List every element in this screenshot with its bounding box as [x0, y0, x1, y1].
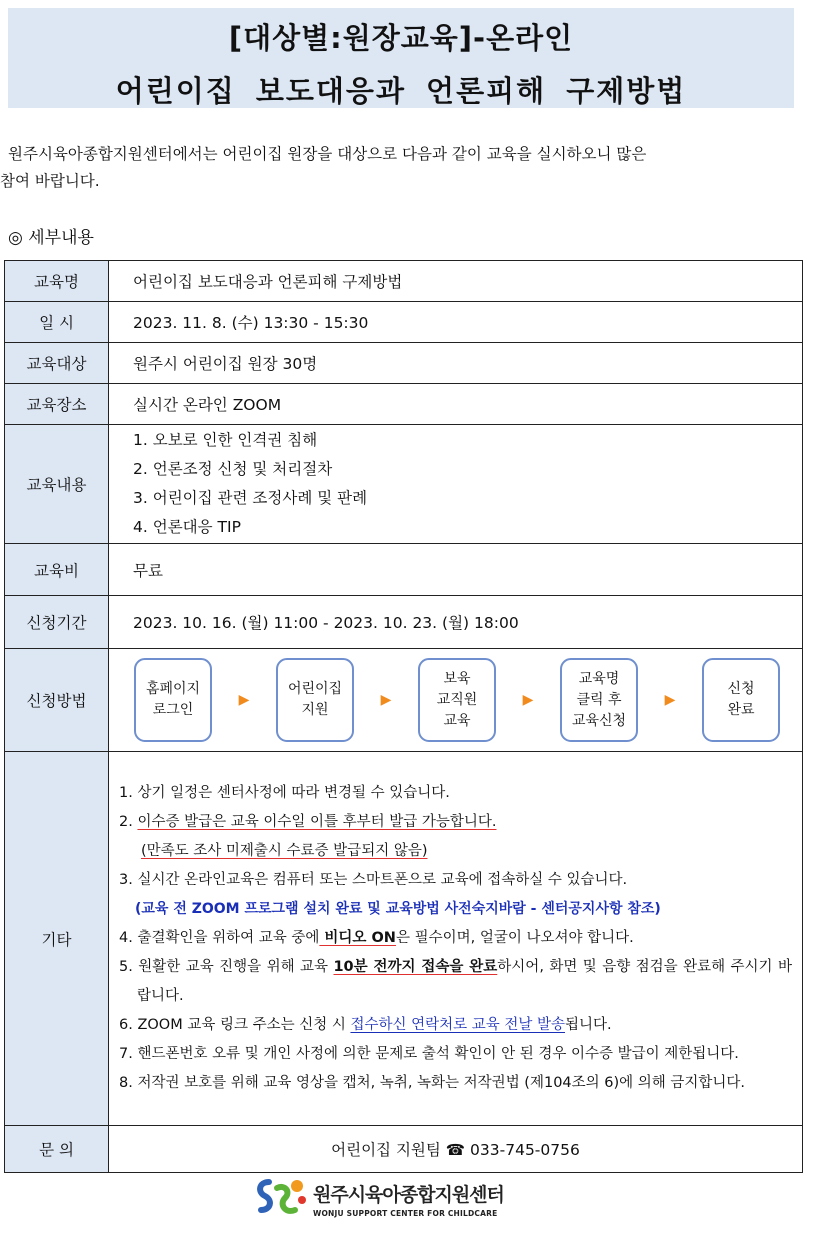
- step-homepage-login: 홈페이지 로그인: [134, 658, 212, 742]
- value-etc: [109, 752, 803, 1126]
- label-target: 교육대상: [5, 343, 109, 384]
- arrow-right-icon: ▶: [380, 692, 392, 708]
- value-content: [109, 425, 803, 544]
- label-place: 교육장소: [5, 384, 109, 425]
- content-item: 4. 언론대응 TIP: [133, 518, 241, 536]
- etc-item-5: 5. 원활한 교육 진행을 위해 교육 10분 전까지 접속을 완료하시어, 화면 및 음향 점검을 완료해 주시기 바랍니다.: [119, 958, 792, 1004]
- row-name: [5, 261, 803, 302]
- arrow-right-icon: ▶: [522, 692, 534, 708]
- etc-item-3: 3. 실시간 온라인교육은 컴퓨터 또는 스마트폰으로 교육에 접속하실 수 있습니다.: [119, 871, 628, 888]
- etc-item-1: 1. 상기 일정은 센터사정에 따라 변경될 수 있습니다.: [119, 784, 450, 801]
- value-fee: 무료: [109, 544, 803, 596]
- intro-line-1: 원주시육아종합지원센터에서는 어린이집 원장을 대상으로 다음과 같이 교육을 실시하오니 많은: [8, 145, 647, 163]
- value-contact: 어린이집 지원팀 ☎ 033-745-0756: [109, 1126, 803, 1173]
- label-contact: 문 의: [5, 1126, 109, 1173]
- content-item: 2. 언론조정 신청 및 처리절차: [133, 460, 333, 478]
- step-daycare-support: 어린이집 지원: [276, 658, 354, 742]
- section-title: ◎ 세부내용: [8, 228, 94, 248]
- row-content: [5, 425, 803, 544]
- intro-line-2: 참여 바랍니다.: [0, 172, 100, 190]
- arrow-right-icon: ▶: [664, 692, 676, 708]
- row-etc: [5, 752, 803, 1126]
- value-target: 원주시 어린이집 원장 30명: [109, 343, 803, 384]
- row-method: [5, 649, 803, 752]
- value-place: 실시간 온라인 ZOOM: [109, 384, 803, 425]
- center-logo-icon: [255, 1176, 309, 1222]
- title-banner: [8, 8, 794, 108]
- etc-item-7: 7. 핸드폰번호 오류 및 개인 사정에 의한 문제로 출석 확인이 안 된 경우 이수증 발급이 제한됩니다.: [119, 1045, 739, 1062]
- row-place: [5, 384, 803, 425]
- row-target: [5, 343, 803, 384]
- row-contact: [5, 1126, 803, 1173]
- title-line-1: [대상별:원장교육]-온라인: [228, 21, 574, 55]
- label-name: 교육명: [5, 261, 109, 302]
- etc-item-3-note: (교육 전 ZOOM 프로그램 설치 완료 및 교육방법 사전숙지바람 - 센터공지사항 참조): [135, 900, 661, 917]
- label-method: 신청방법: [5, 649, 109, 752]
- row-fee: [5, 544, 803, 596]
- label-period: 신청기간: [5, 596, 109, 649]
- content-item: 1. 오보로 인한 인격권 침해: [133, 431, 318, 449]
- label-fee: 교육비: [5, 544, 109, 596]
- row-period: [5, 596, 803, 649]
- title-line-2: 어린이집 보도대응과 언론피해 구제방법: [115, 74, 687, 108]
- intro-paragraph: [0, 141, 802, 195]
- label-etc: 기타: [5, 752, 109, 1126]
- etc-item-4: 4. 출결확인을 위하여 교육 중에 비디오 ON은 필수이며, 얼굴이 나오셔야 합니다.: [119, 929, 634, 946]
- label-content: 교육내용: [5, 425, 109, 544]
- etc-item-8: 8. 저작권 보호를 위해 교육 영상을 캡처, 녹취, 녹화는 저작권법 (제104조의 6)에 의해 금지합니다.: [119, 1074, 746, 1091]
- center-name-ko: 원주시육아종합지원센터: [313, 1184, 504, 1206]
- etc-item-2-note: (만족도 조사 미제출시 수료증 발급되지 않음): [141, 842, 428, 859]
- value-period: 2023. 10. 16. (월) 11:00 - 2023. 10. 23. (월) 18:00: [109, 596, 803, 649]
- value-name: 어린이집 보도대응과 언론피해 구제방법: [109, 261, 803, 302]
- arrow-right-icon: ▶: [238, 692, 250, 708]
- content-item: 3. 어린이집 관련 조정사례 및 판례: [133, 489, 368, 507]
- center-name-en: WONJU SUPPORT CENTER FOR CHILDCARE: [313, 1209, 498, 1218]
- step-staff-education: 보육 교직원 교육: [418, 658, 496, 742]
- value-date: 2023. 11. 8. (수) 13:30 - 15:30: [109, 302, 803, 343]
- step-apply-course: 교육명 클릭 후 교육신청: [560, 658, 638, 742]
- step-complete: 신청 완료: [702, 658, 780, 742]
- label-date: 일 시: [5, 302, 109, 343]
- row-date: [5, 302, 803, 343]
- value-method: [109, 649, 803, 752]
- method-steps: [110, 658, 801, 742]
- etc-item-2: 2. 이수증 발급은 교육 이수일 이틀 후부터 발급 가능합니다.: [119, 813, 497, 830]
- center-logo: [255, 1176, 504, 1222]
- etc-item-6: 6. ZOOM 교육 링크 주소는 신청 시 접수하신 연락처로 교육 전날 발송됩니다.: [119, 1016, 612, 1033]
- details-table: [4, 260, 803, 1173]
